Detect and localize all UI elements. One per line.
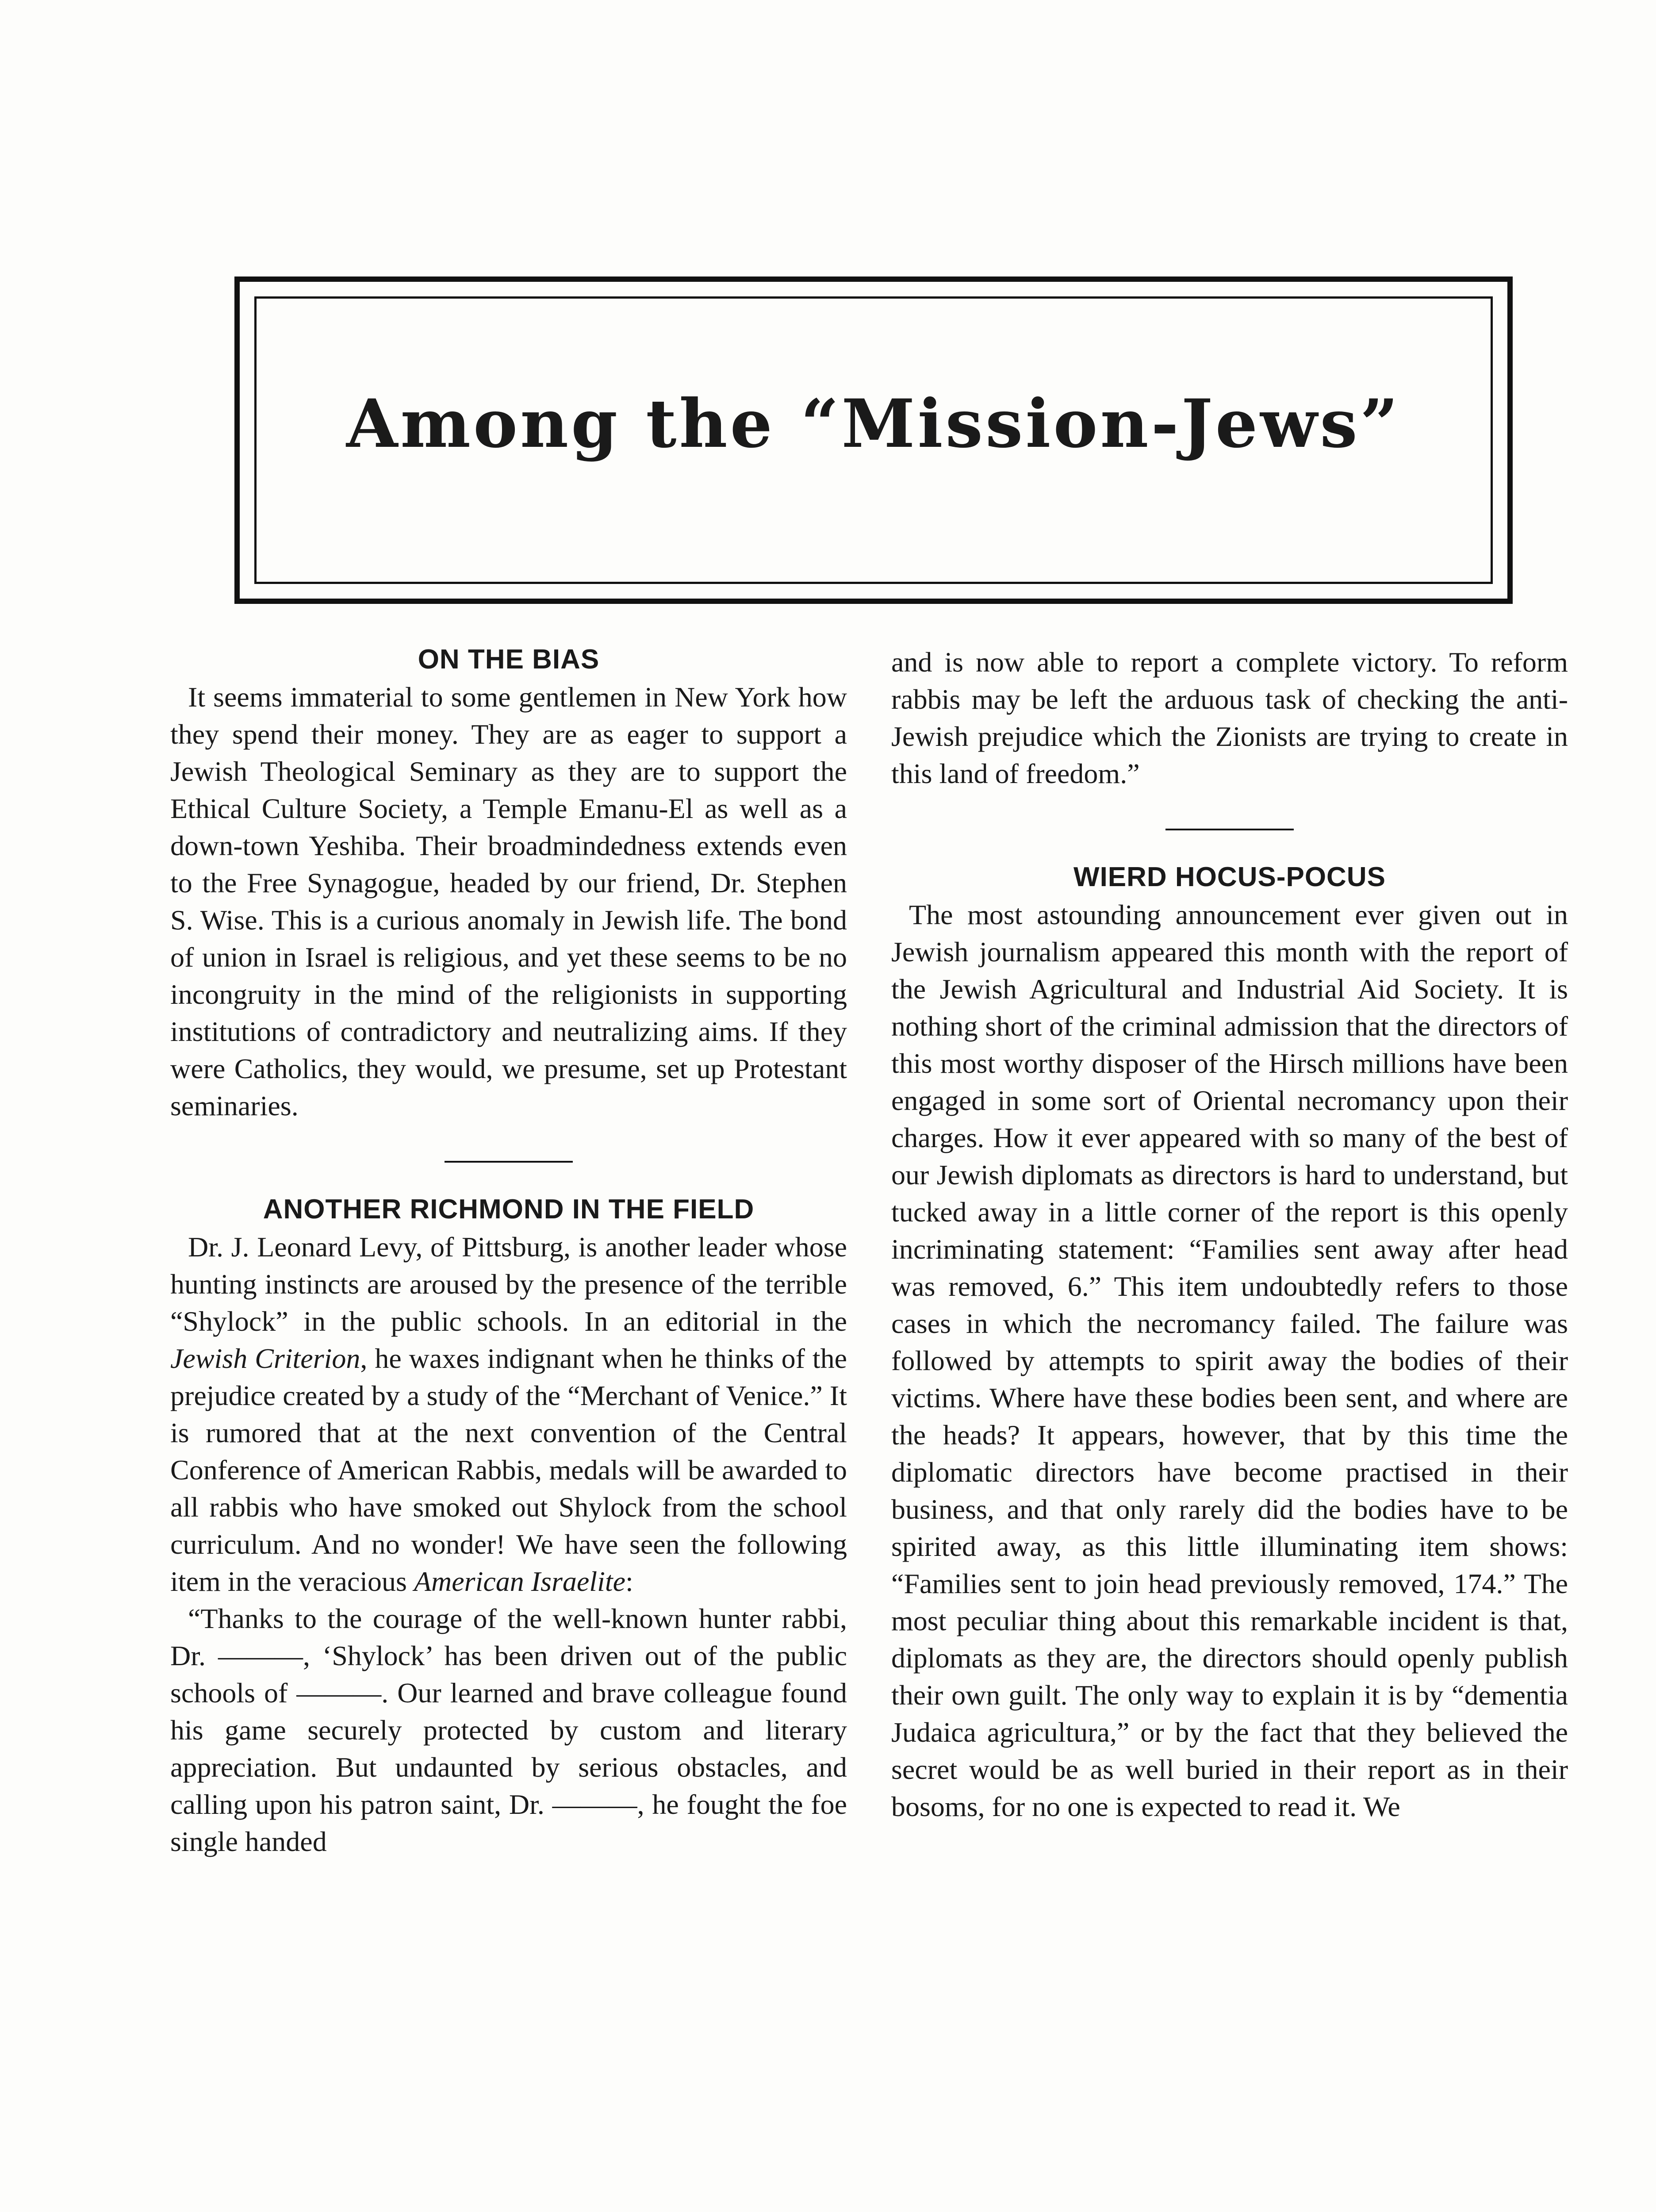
- right-column: [891, 644, 1568, 1825]
- paragraph-text: Dr. J. Leonard Levy, of Pittsburg, is another leader whose hunting instincts are aroused by the presence of the terrible “Shylock” in the public schools. In an editorial in the: [170, 1231, 847, 1337]
- section-heading-another-richmond: ANOTHER RICHMOND IN THE FIELD: [263, 1194, 755, 1225]
- publication-name-jewish-criterion: Jewish Criterion: [170, 1343, 360, 1374]
- section-heading-on-the-bias: ON THE BIAS: [418, 644, 600, 675]
- paragraph-text: :: [625, 1566, 633, 1597]
- left-column: [170, 644, 847, 1860]
- section-heading-wierd-hocus-pocus: WIERD HOCUS-POCUS: [1073, 862, 1386, 892]
- section-paragraph-wierd-hocus-pocus: The most astounding announcement ever given out in Jewish journalism appeared this month with the report of the Jewish Agricultural and Industrial Aid Society. It is nothing short of the criminal admission that the directors of this most worthy disposer of the Hirsch millions have been engaged in some sort of Oriental necromancy upon their charges. How it ever appeared with so many of the best of our Jewish diplomats as directors is hard to understand, but tucked away in a little corner of the report is this openly incriminating statement: “Families sent away after head was removed, 6.” This item undoubtedly refers to those cases in which the necromancy failed. The failure was followed by attempts to spirit away the bodies of their victims. Where have these bodies been sent, and where are the heads? It appears, however, that by this time the diplomatic directors have become practised in their business, and that only rarely did the bodies have to be spirited away, as this little illuminating item shows: “Families sent to join head previously removed, 174.” The most peculiar thing about this remarkable incident is that, diplomats as they are, the directors should openly publish their own guilt. The only way to explain it is by “dementia Judaica agricultura,” or by the fact that they believed the secret would be as well buried in their report as in their bosoms, for no one is expected to read it. We: [891, 899, 1568, 1822]
- quoted-paragraph: “Thanks to the courage of the well-known hunter rabbi, Dr. ———, ‘Shylock’ has been driven out of the public schools of ———. Our learned and brave colleague found his game securely protected by custom and literary appreciation. But undaunted by serious obstacles, and calling upon his patron saint, Dr. ———, he fought the foe single handed: [170, 1603, 847, 1857]
- section-paragraph-another-richmond: [170, 1229, 847, 1600]
- page-title: Among the “Mission-Jews”: [346, 385, 1401, 463]
- section-paragraph-on-the-bias: It seems immaterial to some gentlemen in New York how they spend their money. They are as eager to support a Jewish Theological Seminary as they are to support the Ethical Culture Society, a Temple Emanu-El as well as a down-town Yeshiba. Their broadmindedness extends even to the Free Synagogue, headed by our friend, Dr. Stephen S. Wise. This is a curious anomaly in Jewish life. The bond of union in Israel is religious, and yet these seems to be no incongruity in the mind of the religionists in supporting institutions of contradictory and neutralizing aims. If they were Catholics, they would, we presume, set up Protestant seminaries.: [170, 681, 847, 1121]
- publication-name-american-israelite: American Israelite: [414, 1566, 626, 1597]
- quoted-paragraph-continuation: and is now able to report a complete victory. To reform rabbis may be left the arduous task of checking the anti-Jewish prejudice which the Zionists are trying to create in this land of freedom.”: [891, 646, 1568, 789]
- section-divider: [445, 1161, 573, 1163]
- section-divider: [1165, 829, 1294, 830]
- paragraph-text: , he waxes indignant when he thinks of the prejudice created by a study of the “Merchant of Venice.” It is rumored that at the next convention of the Central Conference of American Rabbis, medals will be awarded to all rabbis who have smoked out Shylock from the school curriculum. And no wonder! We have seen the following item in the veracious: [170, 1343, 847, 1597]
